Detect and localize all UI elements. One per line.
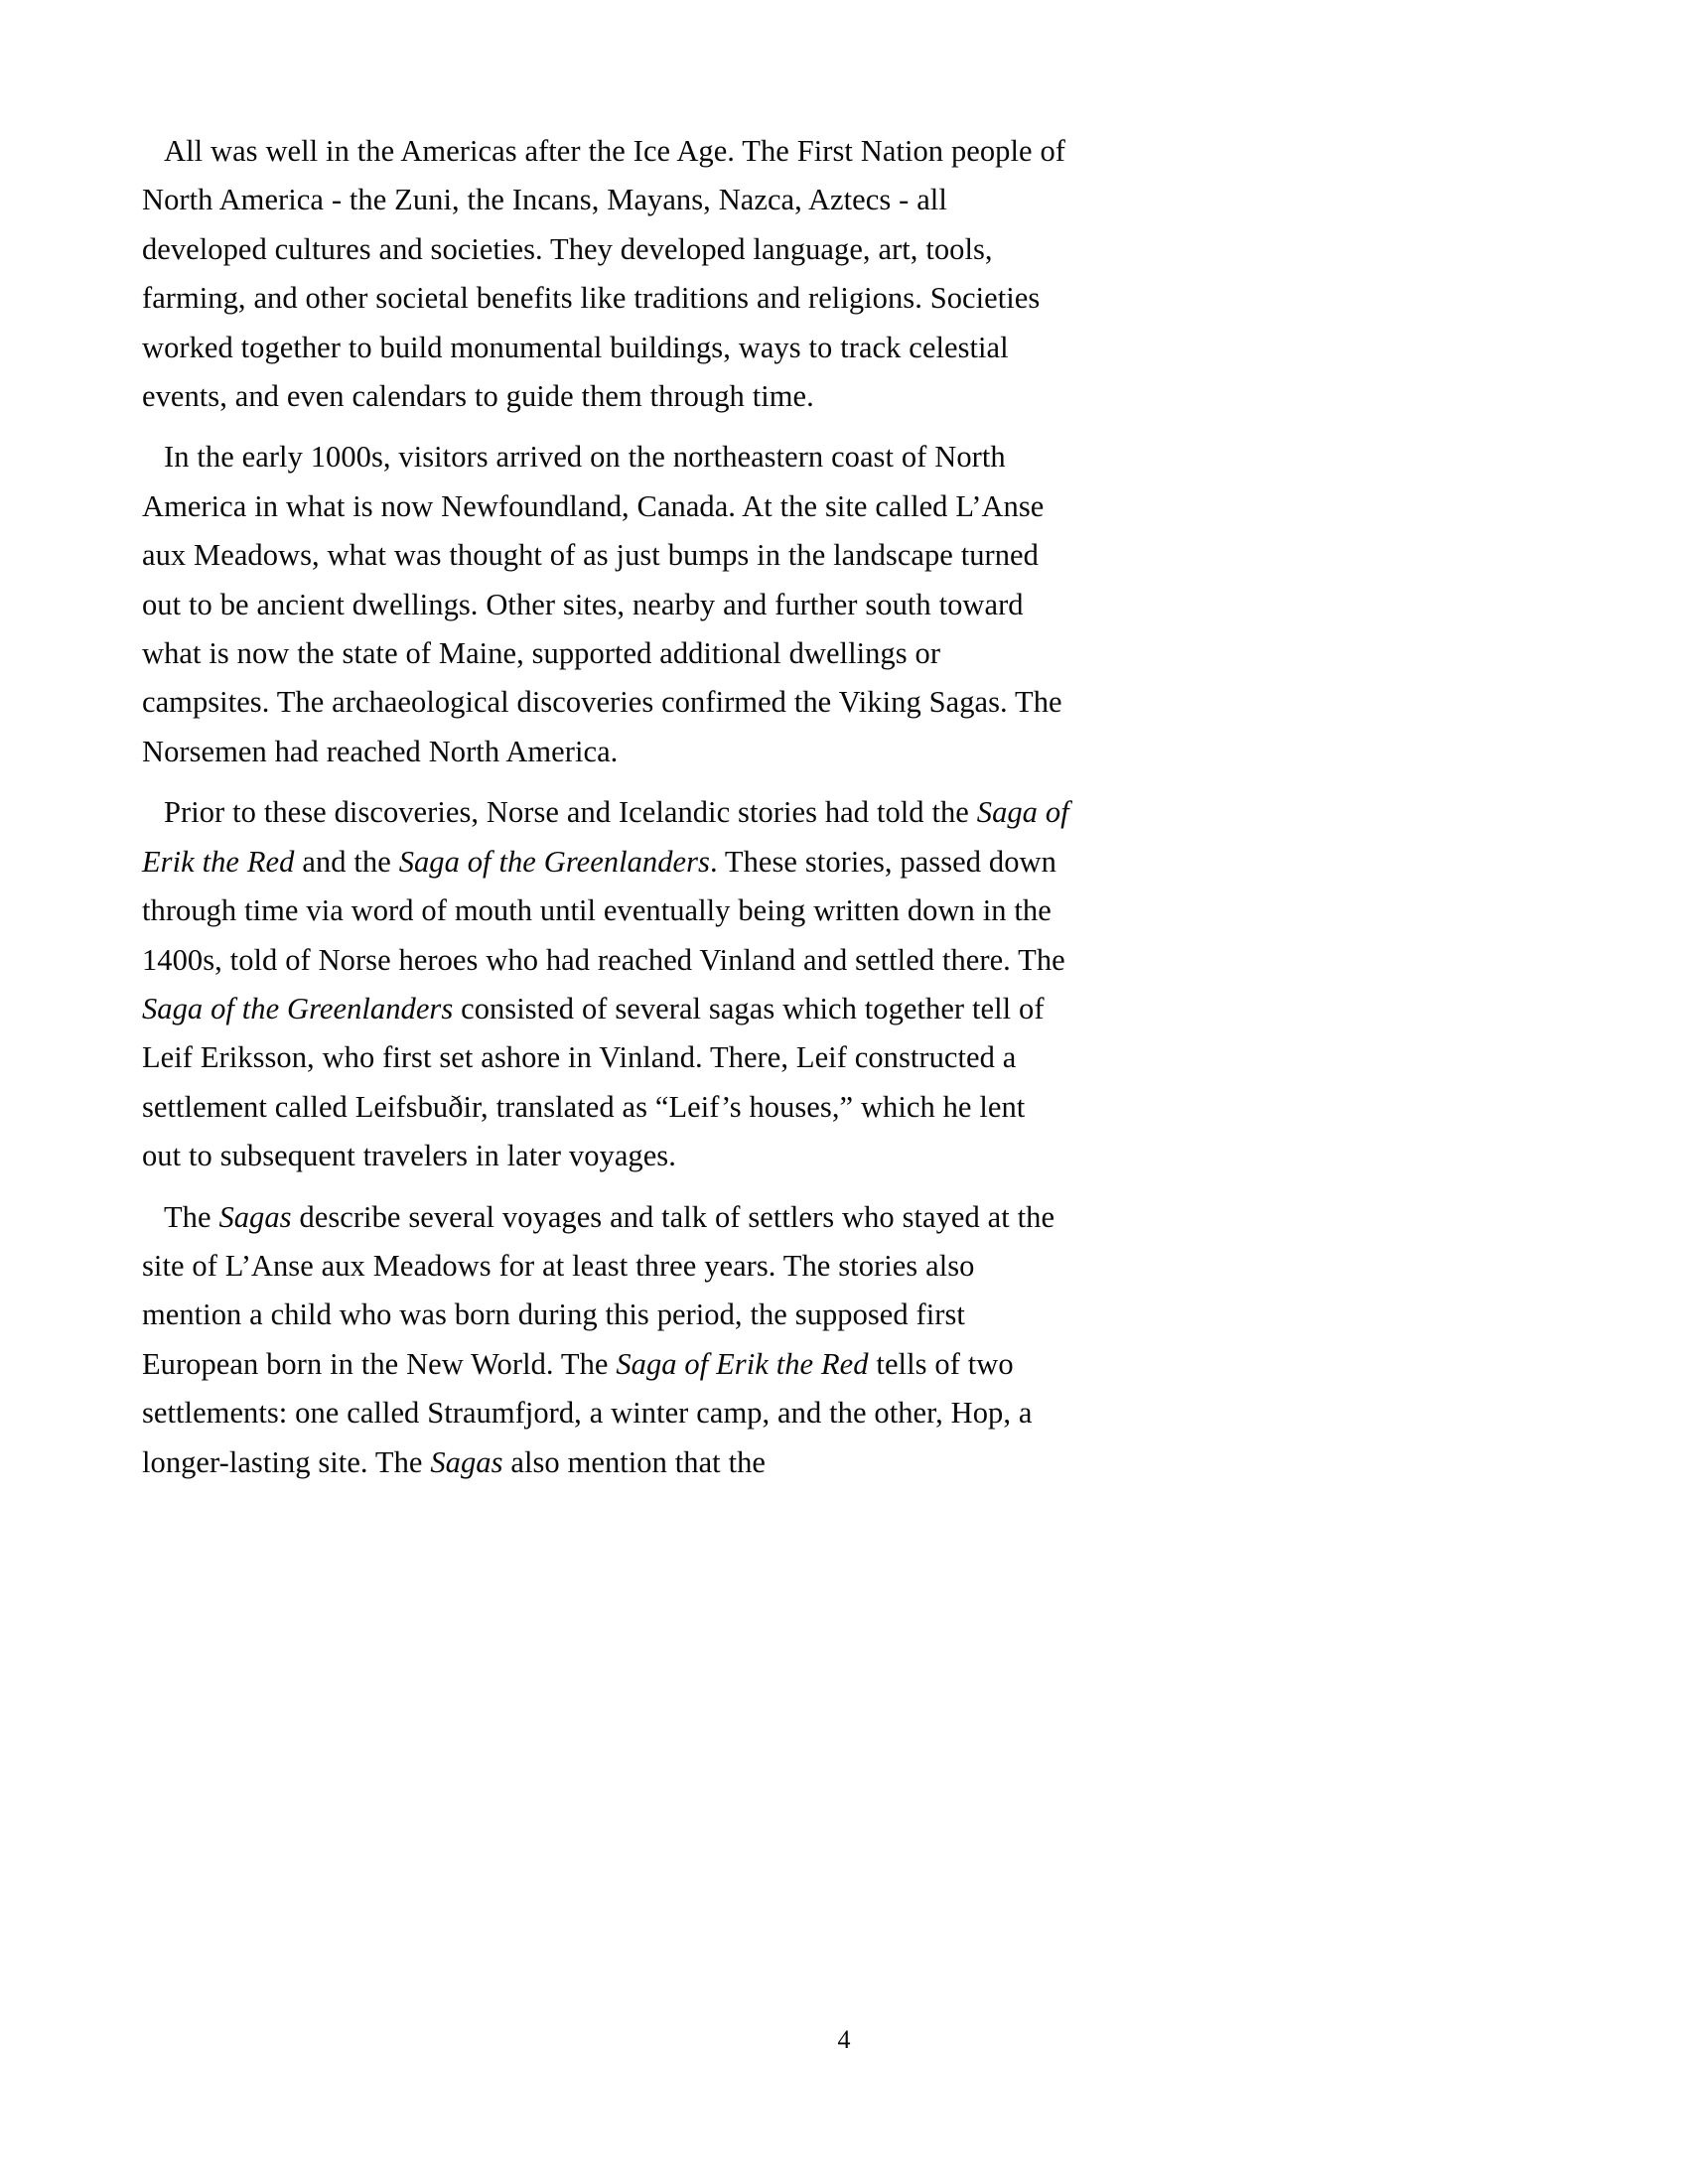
italic-title: Sagas: [218, 1199, 292, 1234]
italic-title: Saga of the Greenlanders: [398, 844, 710, 879]
paragraph-3: Prior to these discoveries, Norse and Icelandic stories had told the Saga of Erik the Red and the Saga of the Greenlanders. These stories, passed down through time via word of mouth until eventually being written down in the 1400s, told of Norse heroes who had reached Vinland and settled there. The Saga of the Greenlanders consisted of several sagas which together tell of Leif Eriksson, who first set ashore in Vinland. There, Leif constructed a settlement called Leifsbuðir, translated as “Leif’s houses,” which he lent out to subsequent travelers in later voyages.: [142, 795, 1069, 1173]
body-text-column: [142, 127, 1070, 1499]
italic-title: Saga of Erik the Red: [616, 1346, 869, 1381]
italic-title: Saga of Erik the Red: [142, 795, 1069, 879]
page-number: 4: [837, 2025, 851, 2054]
paragraph-1: All was well in the Americas after the Ice Age. The First Nation people of North America - the Zuni, the Incans, Mayans, Nazca, Aztecs - all developed cultures and societies. They developed language, art, tools, farming, and other societal benefits like traditions and religions. Societies worked together to build monumental buildings, ways to track celestial events, and even calendars to guide them through time.: [142, 134, 1065, 414]
paragraph-4: The Sagas describe several voyages and talk of settlers who stayed at the site of L’Anse aux Meadows for at least three years. The stories also mention a child who was born during this period, the supposed first European born in the New World. The Saga of Erik the Red tells of two settlements: one called Straumfjord, a winter camp, and the other, Hop, a longer-lasting site. The Sagas also mention that the: [142, 1199, 1055, 1479]
italic-title: Sagas: [430, 1444, 503, 1479]
italic-title: Saga of the Greenlanders: [142, 991, 454, 1025]
paragraph-2: In the early 1000s, visitors arrived on the northeastern coast of North America in what is now Newfoundland, Canada. At the site called L’Anse aux Meadows, what was thought of as just bumps in the landscape turned out to be ancient dwellings. Other sites, nearby and further south toward what is now the state of Maine, supported additional dwellings or campsites. The archaeological discoveries confirmed the Viking Sagas. The Norsemen had reached North America.: [142, 440, 1062, 768]
